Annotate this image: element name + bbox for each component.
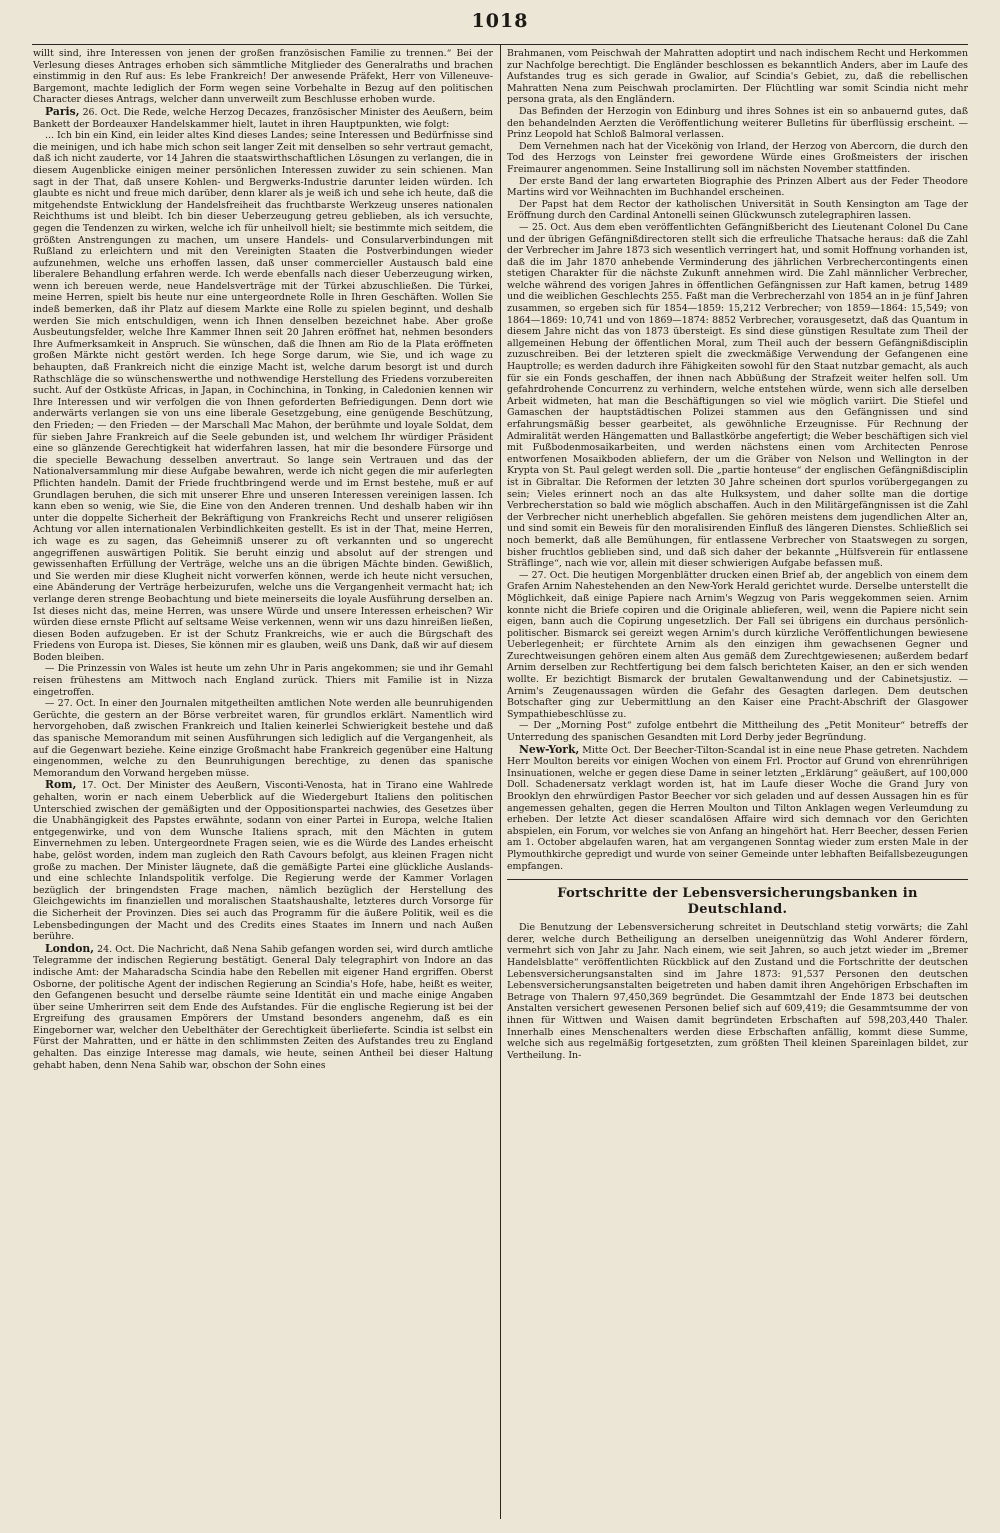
- paragraph-text: Mitte Oct. Der Beecher-Tilton-Scandal ist in eine neue Phase getreten. Nachdem Herr Moulton bereits vor einigen Wochen von einem Frl. Proctor auf Grund von ehrenrührigen Insinuationen, welche er gegen diese Dame in seiner letzten „Erklärung“ geäußert, auf 100,000 Doll. Schadenersatz verklagt worden ist, hat im Laufe dieser Woche die Grand Jury von Brooklyn den ehrwürdigen Pastor Beecher vor sich geladen und auf dessen Aussagen hin es für angemessen gehalten, gegen die Herren Moulton und Tilton Anklagen wegen Verleumdung zu erheben. Der letzte Act dieser scandalösen Affaire wird sich demnach vor den Gerichten abspielen, ein Forum, vor welches sie von Anfang an hingehört hat. Herr Beecher, dessen Ferien am 1. October abgelaufen waren, hat am vergangenen Sonntag wieder zum ersten Male in der Plymouthkirche gepredigt und wurde von seiner Gemeinde unter lebhaften Beifallsbezeugungen empfangen.: [507, 744, 968, 872]
- article-paragraph: — Die Prinzessin von Wales ist heute um zehn Uhr in Paris angekommen; sie und ihr Gemahl reisen frühestens am Mittwoch nach England zurück. Thiers mit Familie ist in Nizza eingetroffen.: [33, 663, 493, 698]
- column-divider: [500, 44, 501, 1519]
- right-column: [507, 48, 968, 1519]
- article-paragraph: [507, 744, 968, 873]
- dateline-rom: Rom,: [45, 778, 77, 792]
- dateline-london: London,: [45, 941, 95, 955]
- article-paragraph: Der Papst hat dem Rector der katholischen Universität in South Kensington am Tage der Eröffnung durch den Cardinal Antonelli seinen Glückwunsch zutelegraphiren lassen.: [507, 198, 968, 222]
- article-paragraph: [33, 779, 493, 942]
- article-paragraph: Dem Vernehmen nach hat der Vicekönig von Irland, der Herzog von Abercorn, die durch den Tod des Herzogs von Leinster frei gewordene Würde eines Großmeisters der irischen Freimaurer angenommen. Seine Installirung soll im nächsten November stattfinden.: [507, 140, 968, 175]
- article-paragraph: ... Ich bin ein Kind, ein leider altes Kind dieses Landes; seine Interessen und Bedürfnisse sind die meinigen, und ich habe mich schon seit langer Zeit mit denselben so sehr vertraut gemacht, daß ich nicht zauderte, vor 14 Jahren die staatswirthschaftlichen Lösungen zu verlangen, die in diesem Augenblicke einigen meiner persönlichen Interessen zuwider zu sein schienen. Man sagt in der That, daß unsere Kohlen- und Bergwerks-Industrie darunter leiden würden. Ich glaubte es nicht und freue mich darüber, denn klarer als je weiß ich und sehe ich heute, daß die mitgehendste Entwicklung der Handelsfreiheit das fruchtbarste Werkzeug unseres nationalen Reichthums ist und bleibt. Ich bin dieser Ueberzeugung getreu geblieben, als ich versuchte, gegen die Tendenzen zu wirken, welche ich für unheilvoll hielt; sie bestimmte mich seitdem, die größten Anstrengungen zu machen, um unsere Handels- und Consularverbindungen mit Rußland zu erleichtern und mit den Vereinigten Staaten die Postverbindungen wieder aufzunehmen, welche uns erhoffen lassen, daß unser commercieller Austausch bald eine liberalere Behandlung erfahren werde. Ich werde ebenfalls nach dieser Ueberzeugung wirken, wenn ich bereuen werde, neue Handelsverträge mit der Türkei abzuschließen. Die Türkei, meine Herren, spielt bis heute nur eine untergeordnete Rolle in Ihren Geschäften. Wollen Sie indeß bemerken, daß ihr Platz auf diesem Markte eine Rolle zu spielen beginnt, und deshalb werden Sie mich entschuldigen, wenn ich Ihnen denselben bezeichnet habe. Aber große Ausbeutungsfelder, welche Ihre Kammer Ihnen seit 20 Jahren eröffnet hat, nehmen besonders Ihre Aufmerksamkeit in Anspruch. Sie wünschen, daß die Ihnen am Rio de la Plata eröffneten großen Märkte nicht gestört werden. Ich hege Sorge darum, wie Sie, und ich wage zu behaupten, daß Frankreich nicht die einzige Macht ist, welche darum besorgt ist und durch Rathschläge die so wünschenswerthe und nothwendige Herstellung des Friedens vorzubereiten sucht. Auf der Ostküste Africas, in Japan, in Cochinchina, in Tonking, in Caledonien kennen wir Ihre Interessen und wir verfolgen die von Ihnen geforderten Befriedigungen. Denn dort wie anderwärts verlangen sie von uns eine liberale Gesetzgebung, eine genügende Beschützung, den Frieden; — den Frieden — der Marschall Mac Mahon, der berühmte und loyale Soldat, dem für sieben Jahre Frankreich auf die Seele gebunden ist, und welchem Ihr würdiger Präsident eine so glänzende Gerechtigkeit hat widerfahren lassen, hat mir die besondere Fürsorge und die specielle Bewachung desselben anvertraut. So lange sein Vertrauen und das der Nationalversammlung mir diese Aufgabe bewahren, werde ich nicht gegen die mir auferlegten Pflichten handeln. Damit der Friede fruchtbringend werde und im Ernst bestehe, muß er auf Grundlagen beruhen, die sich mit unserer Ehre und unseren Interessen vereinigen lassen. Ich kann eben so wenig, wie Sie, die Eine von den Anderen trennen. Und deshalb haben wir ihn unter die doppelte Sicherheit der Bekräftigung von Frankreichs Recht und unserer religiösen Achtung vor allen internationalen Verbindlichkeiten gestellt. Es ist in der That, meine Herren, ich wage es zu sagen, das Geheimniß unserer zu oft verkannten und so ungerecht angegriffenen auswärtigen Politik. Sie beruht einzig und absolut auf der strengen und gewissenhaften Erfüllung der Verträge, welche uns an die übrigen Mächte binden. Gewißlich, und Sie werden mir diese Klugheit nicht vorwerfen können, werde ich heute nicht versuchen, eine Abänderung der Verträge herbeizurufen, welche uns die Vergangenheit vermacht hat; ich verlange deren strenge Beobachtung und biete meinerseits die loyale Ausführung derselben an. Ist dieses nicht das, meine Herren, was unsere Würde und unsere Interessen erheischen? Wir würden diese ernste Pflicht auf seltsame Weise verkennen, wenn wir uns dazu hinreißen ließen, diesen Boden aufzugeben. Er ist der Schutz Frankreichs, wie er auch die Bürgschaft des Friedens von Europa ist. Dieses, Sie können mir es glauben, weiß uns Dank, daß wir auf diesem Boden bleiben.: [33, 130, 493, 663]
- article-paragraph: [33, 106, 493, 130]
- paragraph-text: 24. Oct. Die Nachricht, daß Nena Sahib gefangen worden sei, wird durch amtliche Telegramme der indischen Regierung bestätigt. General Daly telegraphirt von Indore an das indische Amt: der Maharadscha Scindia habe den Rebellen mit eigener Hand ergriffen. Oberst Osborne, der politische Agent der indischen Regierung an Scindia's Hofe, habe, heißt es weiter, den Gefangenen besucht und derselbe räumte seine Identität ein und mache einige Angaben über seine Umherirren seit dem Ende des Aufstandes. Für die englische Regierung ist bei der Ergreifung des grausamen Empörers der Umstand besonders angenehm, daß es ein Eingeborner war, welcher den Uebelthäter der Gerechtigkeit überlieferte. Scindia ist selbst ein Fürst der Mahratten, und er hätte in den schlimmsten Zeiten des Aufstandes treu zu England gehalten. Das einzige Interesse mag damals, wie heute, seinen Antheil bei dieser Haltung gehabt haben, denn Nena Sahib war, obschon der Sohn eines: [33, 943, 493, 1071]
- dateline-paris: Paris,: [45, 104, 80, 118]
- article-paragraph: — 27. Oct. Die heutigen Morgenblätter drucken einen Brief ab, der angeblich von einem dem Grafen Arnim Nahestehenden an den New-York Herald gerichtet wurde. Derselbe unterstellt die Möglichkeit, daß einige Papiere nach Arnim's Wegzug von Paris weggekommen seien. Arnim konnte nicht die Briefe copiren und die Originale ablieferen, weil, wenn die Papiere nicht sein eigen, bann auch die Copirung ungesetzlich. Der Fall sei übrigens ein durchaus persönlich-politischer. Bismarck sei gereizt wegen Arnim's durch kürzliche Veröffentlichungen bewiesene Ueberlegenheit; er fürchtete Arnim als den einzigen ihm gewachsenen Gegner und Zurechtweisungen gehören einem alten Aus gemäß dem Zurechtgewiesenen; außerdem bedarf Arnim derselben zur Rechtfertigung bei dem falsch berichteten Kaiser, an den er sich wenden wollte. Er bezichtigt Bismarck der brutalen Gewaltanwendung und der Cabinetsjustiz. — Arnim's Zeugenaussagen würden die Gefahr des Gesagten darlegen. Dem deutschen Botschafter ging zur Uebermittlung an den Kaiser eine Pracht-Abschrift der Glasgower Sympathiebeschlüsse zu.: [507, 569, 968, 720]
- article-paragraph: — 27. Oct. In einer den Journalen mitgetheilten amtlichen Note werden alle beunruhigenden Gerüchte, die gestern an der Börse verbreitet waren, für grundlos erklärt. Namentlich wird hervorgehoben, daß zwischen Frankreich und Italien keinerlei Schwierigkeit bestehe und daß das spanische Memorandum mit seinen Ausführungen sich lediglich auf die Vergangenheit, als auf die Gegenwart beziehe. Keine einzige Großmacht habe Frankreich gegenüber eine Haltung eingenommen, welche zu den Beunruhigungen berechtige, zu denen das spanische Memorandum den Vorwand hergeben müsse.: [33, 698, 493, 779]
- article-paragraph: [33, 943, 493, 1072]
- left-column: [33, 48, 493, 1519]
- article-paragraph: willt sind, ihre Interessen von jenen der großen französischen Familie zu trennen.“ Bei der Verlesung dieses Antrages erhoben sich sämmtliche Mitglieder des Generalraths und brachen einstimmig in den Ruf aus: Es lebe Frankreich! Der anwesende Präfekt, Herr von Villeneuve-Bargemont, machte lediglich der Form wegen seine Vorbehalte in Bezug auf den politischen Character dieses Antrags, welcher dann unverweilt zum Beschlusse erhoben wurde.: [33, 48, 493, 106]
- article-paragraph: Der erste Band der lang erwarteten Biographie des Prinzen Albert aus der Feder Theodore Martins wird vor Weihnachten im Buchhandel erscheinen.: [507, 175, 968, 199]
- article-paragraph: — Der „Morning Post“ zufolge entbehrt die Mittheilung des „Petit Moniteur“ betreffs der Unterredung des spanischen Gesandten mit Lord Derby jeder Begründung.: [507, 720, 968, 744]
- section-rule: [507, 879, 968, 880]
- article-paragraph: Die Benutzung der Lebensversicherung schreitet in Deutschland stetig vorwärts; die Zahl derer, welche durch Betheiligung an derselben uneigennützig das Wohl Anderer fördern, vermehrt sich von Jahr zu Jahr. Nach einem, wie seit Jahren, so auch jetzt wieder im „Bremer Handelsblatte“ veröffentlichten Rückblick auf den Zustand und die Fortschritte der deutschen Lebensversicherungsanstalten sind im Jahre 1873: 91,537 Personen den deutschen Lebensversicherungsanstalten beigetreten und haben damit ihren Angehörigen Erbschaften im Betrage von Thalern 97,450,369 begründet. Die Gesammtzahl der Ende 1873 bei deutschen Anstalten versichert gewesenen Personen belief sich auf 609,419; die Gesammtsumme der von ihnen für Wittwen und Waisen damit begründeten Erbschaften auf 598,203,440 Thaler. Innerhalb eines Menschenalters werden diese Erbschaften anfällig, kommt diese Summe, welche sich aus regelmäßig fortgesetzten, zum größten Theil kleinen Spareinlagen bildet, zur Vertheilung. In-: [507, 922, 968, 1061]
- article-paragraph: — 25. Oct. Aus dem eben veröffentlichten Gefängnißbericht des Lieutenant Colonel Du Cane und der übrigen Gefängnißdirectoren stellt sich die erfreuliche Thatsache heraus: daß die Zahl der Verbrecher im Jahre 1873 sich wesentlich verringert hat, und somit Hoffnung vorhanden ist, daß die im Jahr 1870 anhebende Verminderung des jährlichen Verbrechercontingents einen stetigen Charakter für die nächste Zukunft annehmen wird. Die Zahl männlicher Verbrecher, welche während des vorigen Jahres in öffentlichen Gefängnissen zur Haft kamen, betrug 1489 und die weiblichen Geschlechts 255. Faßt man die Verbrecherzahl von 1854 an in je fünf Jahren zusammen, so ergeben sich für 1854—1859: 15,212 Verbrecher; von 1859—1864: 15,549; von 1864—1869: 10,741 und von 1869—1874: 8852 Verbrecher, vorausgesetzt, daß das Quantum in diesem Jahre nicht das von 1873 übersteigt. Es sind diese günstigen Resultate zum Theil der allgemeinen Hebung der öffentlichen Moral, zum Theil auch der bessern Gefängnißdisciplin zuzuschreiben. Bei der letzteren spielt die zweckmäßige Verwendung der Gefangenen eine Hauptrolle; es werden dadurch ihre Fähigkeiten sowohl für den Staat nutzbar gemacht, als auch für sie ein Fonds geschaffen, der ihnen nach Abbüßung der Strafzeit weiter helfen soll. Um gefahrdrohende Concurrenz zu verhindern, welche entstehen würde, wenn sich alle derselben Arbeit widmeten, hat man die Beschäftigungen so viel wie möglich variirt. Die Stiefel und Gamaschen der hauptstädtischen Polizei stammen aus den Gefängnissen und sind erfahrungsmäßig besser gearbeitet, als gewöhnliche Erzeugnisse. Für Rechnung der Admiralität werden Hängematten und Ballastkörbe angefertigt; die Weber beschäftigen sich viel mit Fußbodenmosaikarbeiten, und werden nächstens einen vom Architecten Penrose entworfenen Mosaikboden abliefern, der um die Gräber von Nelson und Wellington in der Krypta von St. Paul gelegt werden soll. Die „partie honteuse“ der englischen Gefängnißdisciplin ist in Gibraltar. Die Reformen der letzten 30 Jahre scheinen dort spurlos vorübergegangen zu sein; Vieles erinnert noch an das alte Hulksystem, und daher sollte man die dortige Verbrecherstation so bald wie möglich abschaffen. Auch in den Militärgefängnissen ist die Zahl der Verbrecher nicht unerheblich abgefallen. Sie gehören meistens dem jugendlichen Alter an, und sind somit ein Beweis für den moralisirenden Einfluß des längeren Dienstes. Schließlich sei noch bemerkt, daß alle Bemühungen, für entlassene Verbrecher von Staatswegen zu sorgen, bisher fruchtlos geblieben sind, und daß sich daher der bekannte „Hülfsverein für entlassene Sträflinge“, nach wie vor, allein mit dieser schwierigen Aufgabe befassen muß.: [507, 221, 968, 570]
- paragraph-text: 26. Oct. Die Rede, welche Herzog Decazes, französischer Minister des Aeußern, beim Bankett der Bordeauxer Handelskammer hielt, lautet in ihren Hauptpunkten, wie folgt:: [33, 106, 493, 130]
- article-paragraph: Das Befinden der Herzogin von Edinburg und ihres Sohnes ist ein so anbauernd gutes, daß den behandelnden Aerzten die Veröffentlichung weiterer Bulletins für überflüssig erscheint. — Prinz Leopold hat Schloß Balmoral verlassen.: [507, 105, 968, 141]
- dateline-new-york: New-York,: [519, 742, 580, 756]
- page-number: 1018: [471, 10, 529, 32]
- article-title: Fortschritte der Lebensversicherungsbanken in Deutschland.: [557, 886, 918, 918]
- article-paragraph: Brahmanen, vom Peischwah der Mahratten adoptirt und nach indischem Recht und Herkommen zur Nachfolge berechtigt. Die Engländer beschlossen es bekanntlich Anders, aber im Laufe des Aufstandes trug es sich gerade in Gwalior, auf Scindia's Gebiet, zu, daß die rebellischen Mahratten Nena zum Peischwah proclamirten. Der Flüchtling war somit Scindia nicht mehr persona grata, als den Engländern.: [507, 48, 968, 106]
- paragraph-text: 17. Oct. Der Minister des Aeußern, Visconti-Venosta, hat in Tirano eine Wahlrede gehalten, worin er nach einem Ueberblick auf die Wiedergeburt Italiens den politischen Unterschied zwischen der gemäßigten und der Oppositionspartei nachwies, des Gesetzes über die Unabhängigkeit des Papstes erwähnte, sodann von einer Partei in Europa, welche Italien entgegenwirke, und von dem Wunsche Italiens sprach, mit den Mächten in gutem Einvernehmen zu leben. Untergeordnete Fragen seien, wie es die Würde des Landes erheischt habe, gelöst worden, indem man zugleich den Rath Cavours befolgt, aus kleinen Fragen nicht große zu machen. Der Minister läugnete, daß die gemäßigte Partei eine glückliche Auslands- und eine schlechte Inlandspolitik verfolge. Die Regierung werde der Kammer Vorlagen bezüglich der bringendsten Frage machen, nämlich bezüglich der Herstellung des Gleichgewichts im finanziellen und moralischen Staatshaushalte, letzteres durch Vorsorge für die Sicherheit der Provinzen. Dies sei auch das Programm für die äußere Politik, weil es die Lebensbedingungen der Macht und des Credits eines Staates im Innern und nach Außen berühre.: [33, 780, 493, 943]
